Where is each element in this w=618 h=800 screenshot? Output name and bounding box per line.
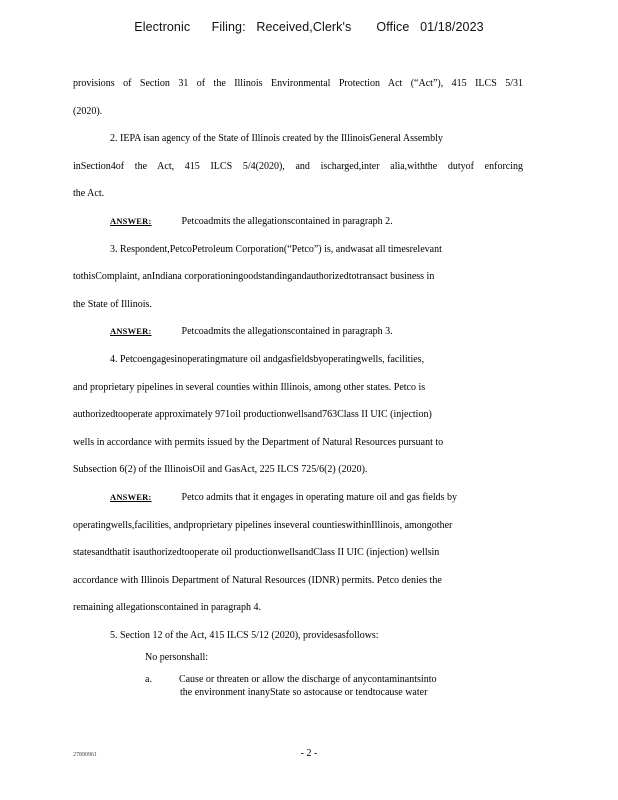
- paragraph-2-line-3: the Act.: [73, 188, 105, 200]
- paragraph-4-line-1: 4. Petcoengagesinoperatingmature oil andgasfieldsbyoperatingwells, facilities,: [110, 353, 425, 365]
- list-marker: a.: [145, 674, 152, 686]
- answer-label: ANSWER:: [110, 215, 152, 226]
- answer-label: ANSWER:: [110, 491, 152, 502]
- paragraph-4-line-4: wells in accordance with permits issued by the Department of Natural Resources pursuant to: [73, 436, 444, 448]
- answer-3-text: Petcoadmits the allegationscontained in paragraph 3.: [181, 326, 393, 338]
- paragraph-5: 5. Section 12 of the Act, 415 ILCS 5/12 (2020), providesasfollows:: [110, 629, 379, 641]
- answer-4-line-3: statesandthatit isauthorizedtooperate oil productionwellsandClass II UIC (injection) wellsin: [73, 547, 440, 559]
- document-id: 27890961: [73, 752, 97, 758]
- paragraph-2-line-1: 2. IEPA isan agency of the State of Illinois created by the IllinoisGeneral Assembly: [110, 133, 443, 145]
- paragraph-4-line-2: and proprietary pipelines in several counties within Illinois, among other states. Petco is: [73, 381, 426, 393]
- paragraph-3-line-3: the State of Illinois.: [73, 298, 152, 310]
- answer-2-text: Petcoadmits the allegationscontained in paragraph 2.: [181, 215, 393, 227]
- list-item-a-line-1: Cause or threaten or allow the discharge of anycontaminantsinto: [178, 674, 437, 686]
- statute-list: [73, 673, 523, 699]
- paragraph-4-line-3: authorizedtooperate approximately 971oil productionwellsand763Class II UIC (injection): [73, 409, 432, 421]
- paragraph-1-line-1: provisions of Section 31 of the Illinois Environmental Protection Act (“Act”), 415 ILCS 5/31: [73, 78, 523, 89]
- answer-4-line-5: remaining allegationscontained in paragraph 4.: [73, 602, 261, 614]
- document-body: [73, 70, 523, 699]
- answer-3: [73, 318, 523, 346]
- answer-4-line-1: [73, 484, 523, 512]
- paragraph-3-line-1: 3. Respondent,PetcoPetroleum Corporation(“Petco”) is, andwasat all timesrelevant: [110, 243, 442, 255]
- answer-4-line-4: accordance with Illinois Department of Natural Resources (IDNR) permits. Petco denies the: [73, 574, 442, 586]
- page-number: - 2 -: [300, 748, 318, 759]
- list-item-a-line-2: the environment inanyState so astocause or tendtocause water: [180, 687, 428, 699]
- paragraph-1-line-2: (2020).: [73, 105, 103, 117]
- answer-4-line-2: operatingwells,facilities, andproprietary pipelines inseveral countieswithinIllinois, amongother: [73, 519, 453, 531]
- answer-4-text-1: Petco admits that it engages in operating mature oil and gas fields by: [181, 491, 458, 503]
- filing-stamp-header: Electronic Filing: Received,Clerk's Office 01/18/2023: [134, 20, 484, 34]
- paragraph-2-line-2: inSection4of the Act, 415 ILCS 5/4(2020), and ischarged,inter alia,withthe dutyof enforcing: [73, 160, 523, 172]
- list-item-a: [73, 673, 523, 686]
- paragraph-4-line-5: Subsection 6(2) of the IllinoisOil and GasAct, 225 ILCS 725/6(2) (2020).: [73, 464, 368, 476]
- paragraph-5-sub: No personshall:: [145, 652, 209, 664]
- paragraph-3-line-2: tothisComplaint, anIndiana corporationingoodstandingandauthorizedtotransact business in: [73, 271, 435, 283]
- answer-label: ANSWER:: [110, 326, 152, 337]
- answer-2: [73, 208, 523, 236]
